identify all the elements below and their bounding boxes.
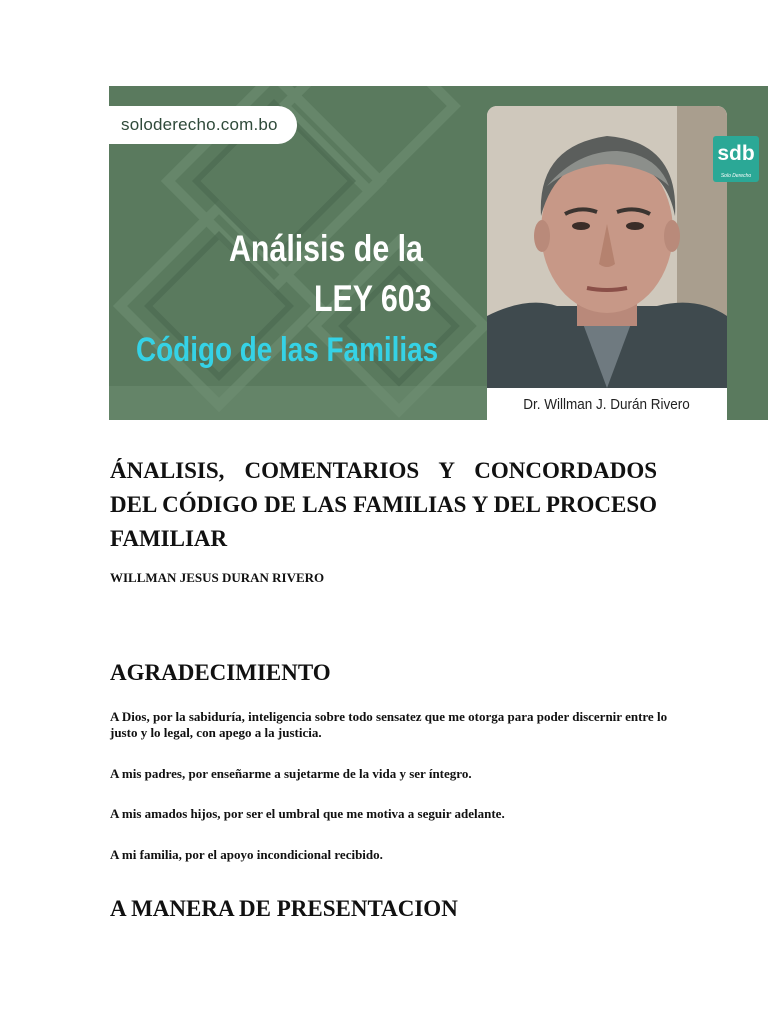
website-url: soloderecho.com.bo	[109, 106, 297, 144]
document-author: WILLMAN JESUS DURAN RIVERO	[110, 570, 325, 585]
banner-title-line2: LEY 603	[314, 278, 432, 319]
sdb-logo: sdb Solo Derecho	[713, 136, 759, 182]
paragraph-dios: A Dios, por la sabiduría, inteligencia sobre todo sensatez que me otorga para poder discernir entre lo justo y lo legal, con apego a la justicia.	[110, 709, 668, 740]
paragraph-hijos: A mis amados hijos, por ser el umbral que me motiva a seguir adelante.	[110, 806, 505, 821]
banner-title-line1: Análisis de la	[229, 228, 423, 269]
paragraph-familia: A mi familia, por el apoyo incondicional recibido.	[110, 847, 383, 862]
author-portrait	[487, 106, 727, 420]
paragraph-padres: A mis padres, por enseñarme a sujetarme de la vida y ser íntegro.	[110, 766, 472, 781]
banner-title-line3: Código de las Familias	[136, 331, 439, 369]
section-heading-presentacion: A MANERA DE PRESENTACION	[110, 896, 458, 921]
section-heading-agradecimiento: AGRADECIMIENTO	[110, 660, 331, 685]
author-caption: Dr. Willman J. Durán Rivero	[487, 388, 727, 420]
author-photo-card	[487, 106, 727, 420]
cover-banner	[109, 86, 768, 420]
document-title: ÁNALISIS, COMENTARIOS Y CONCORDADOS DEL CÓDIGO DE LAS FAMILIAS Y DEL PROCESO FAMILIAR	[110, 458, 657, 551]
